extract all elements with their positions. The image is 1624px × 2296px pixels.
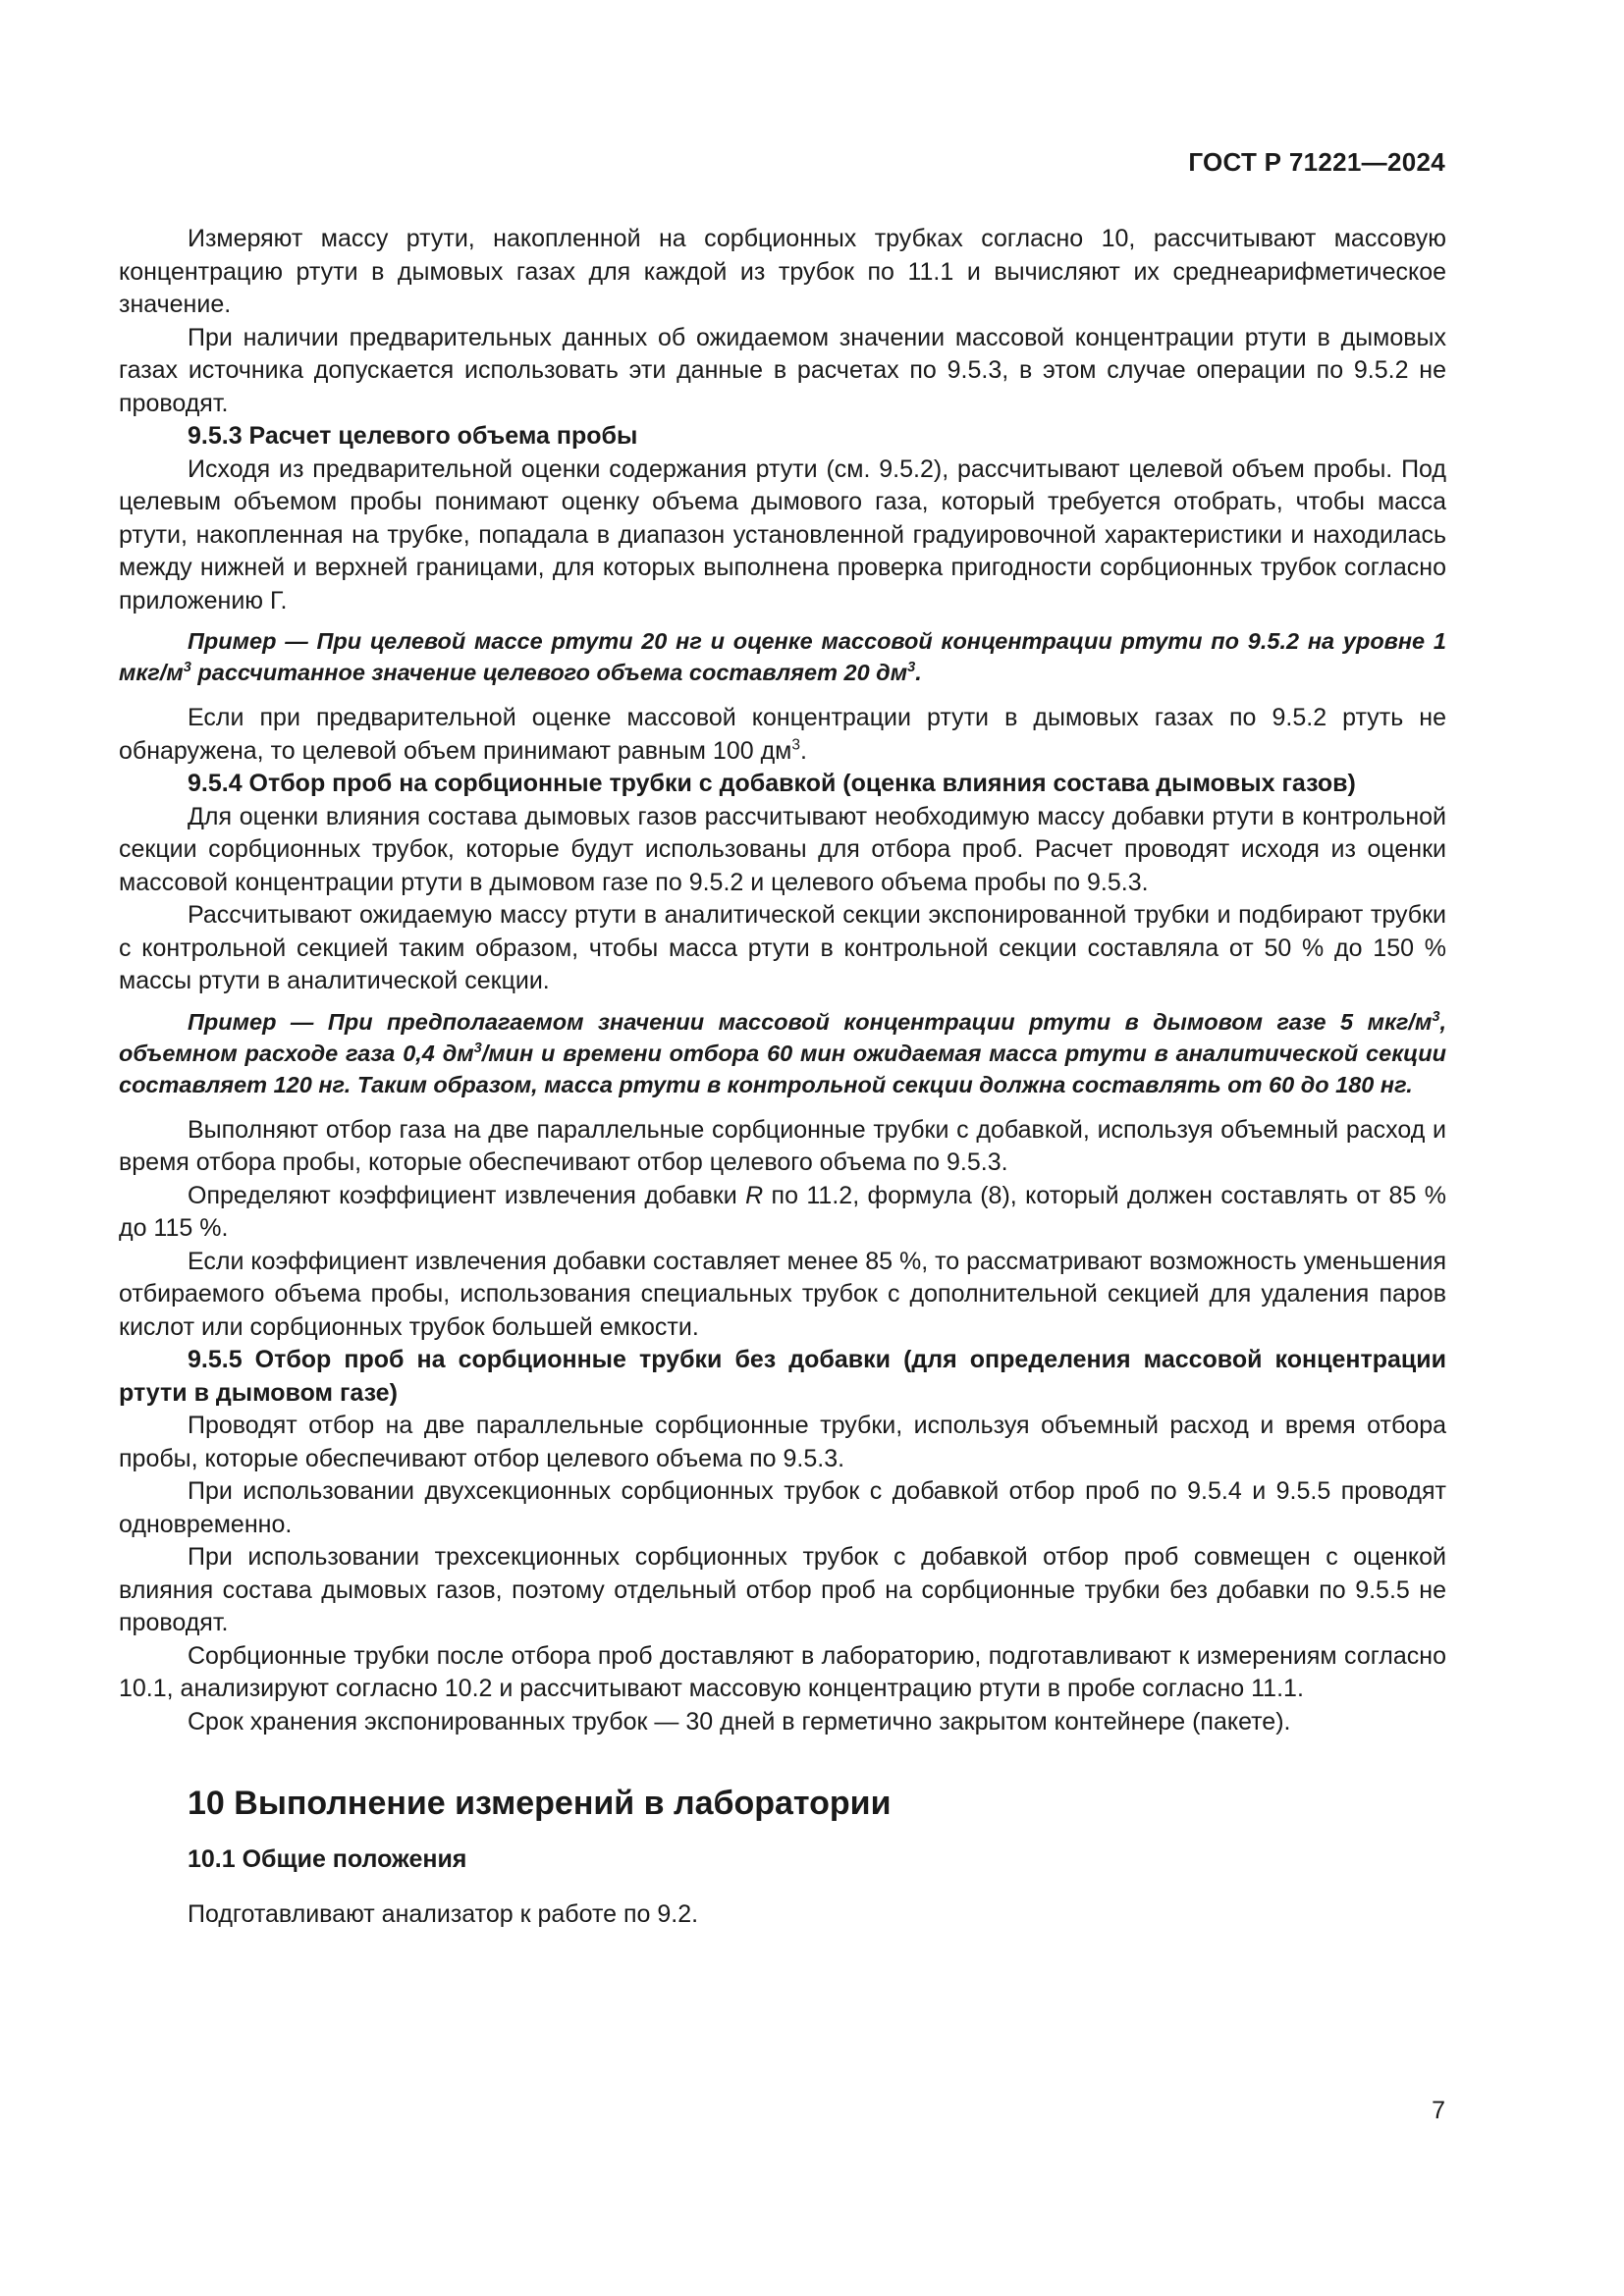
paragraph: Срок хранения экспонированных трубок — 30 дней в герметично закрытом контейнере (пакете). bbox=[188, 1707, 1291, 1735]
paragraph: Выполняют отбор газа на две параллельные сорбционные трубки с добавкой, используя объемный расход и время отбора пробы, которые обеспечивают отбор целевого объема по 9.5.3. bbox=[119, 1115, 1446, 1176]
paragraph: Измеряют массу ртути, накопленной на сорбционных трубках согласно 10, рассчитывают массовую концентрацию ртути в дымовых газах для каждой из трубок по 11.1 и вычисляют их среднеарифметическое значение. bbox=[119, 225, 1446, 318]
section-heading-10: 10 Выполнение измерений в лаборатории bbox=[188, 1785, 892, 1822]
paragraph: Исходя из предварительной оценки содержания ртути (см. 9.5.2), рассчитывают целевой объем пробы. Под целевым объемом пробы понимают оценку объема дымового газа, который требуется отобрать, чтобы масса ртути, накопленная на трубке, попадала в диапазон установленной градуировочной характеристики и находилась между нижней и верхней границами, для которых выполнена проверка пригодности сорбционных трубок согласно приложению Г. bbox=[119, 454, 1446, 614]
paragraph: Рассчитывают ожидаемую массу ртути в аналитической секции экспонированной трубки и подбирают трубки с контрольной секцией таким образом, чтобы масса ртути в контрольной секции составляла от 50 % до 150 % массы ртути в аналитической секции. bbox=[119, 901, 1446, 994]
section-heading-9-5-5: 9.5.5 Отбор проб на сорбционные трубки без добавки (для определения массовой концентрации ртути в дымовом газе) bbox=[119, 1346, 1446, 1407]
section-heading-9-5-4: 9.5.4 Отбор проб на сорбционные трубки с добавкой (оценка влияния состава дымовых газов) bbox=[188, 770, 1356, 797]
paragraph: При использовании двухсекционных сорбционных трубок с добавкой отбор проб по 9.5.4 и 9.5.5 проводят одновременно. bbox=[119, 1477, 1446, 1538]
paragraph: Подготавливают анализатор к работе по 9.2. bbox=[188, 1899, 699, 1928]
paragraph: Если коэффициент извлечения добавки составляет менее 85 %, то рассматривают возможность уменьшения отбираемого объема пробы, использования специальных трубок с дополнительной секцией для удаления паров кислот или сорбционных трубок большей емкости. bbox=[119, 1247, 1446, 1341]
document-code: ГОСТ Р 71221—2024 bbox=[1188, 147, 1445, 177]
paragraph: Если при предварительной оценке массовой концентрации ртути в дымовых газах по 9.5.2 ртуть не обнаружена, то целевой объем принимают равным 100 $дм^3$. bbox=[119, 704, 1446, 765]
example-note: Пример — При предполагаемом значении массовой концентрации ртути в дымовом газе 5 мкг/$м^3$, объемном расходе газа 0,4 $дм^3$/мин и времени отбора 60 мин ожидаемая масса ртути в аналитической секции составляет 120 нг. Таким образом, масса ртути в контрольной секции должна составлять от 60 до 180 нг. bbox=[119, 1008, 1446, 1097]
section-heading-9-5-3: 9.5.3 Расчет целевого объема пробы bbox=[188, 422, 638, 450]
paragraph: Сорбционные трубки после отбора проб доставляют в лабораторию, подготавливают к измерениям согласно 10.1, анализируют согласно 10.2 и рассчитывают массовую концентрацию ртути в пробе согласно 11.1. bbox=[119, 1641, 1446, 1702]
paragraph: Проводят отбор на две параллельные сорбционные трубки, используя объемный расход и время отбора пробы, которые обеспечивают отбор целевого объема по 9.5.3. bbox=[119, 1412, 1446, 1472]
paragraph: При использовании трехсекционных сорбционных трубок с добавкой отбор проб совмещен с оценкой влияния состава дымовых газов, поэтому отдельный отбор проб на сорбционные трубки без добавки по 9.5.5 не проводят. bbox=[119, 1543, 1446, 1636]
paragraph: Определяют коэффициент извлечения добавки R по 11.2, формула (8), который должен составлять от 85 % до 115 %. bbox=[119, 1181, 1446, 1242]
paragraph: Для оценки влияния состава дымовых газов рассчитывают необходимую массу добавки ртути в контрольной секции сорбционных трубок, которые будут использованы для отбора проб. Расчет проводят исходя из оценки массовой концентрации ртути в дымовом газе по 9.5.2 и целевого объема пробы по 9.5.3. bbox=[119, 802, 1446, 896]
section-heading-10-1: 10.1 Общие положения bbox=[188, 1845, 467, 1873]
page-number: 7 bbox=[1432, 2097, 1445, 2124]
paragraph: При наличии предварительных данных об ожидаемом значении массовой концентрации ртути в дымовых газах источника допускается использовать эти данные в расчетах по 9.5.3, в этом случае операции по 9.5.2 не проводят. bbox=[119, 323, 1446, 417]
document-body bbox=[119, 223, 1446, 1931]
example-note: Пример — При целевой массе ртути 20 нг и оценке массовой концентрации ртути по 9.5.2 на уровне 1 мкг/$м^3$ рассчитанное значение целевого объема составляет 20 $дм^3$. bbox=[119, 628, 1446, 685]
